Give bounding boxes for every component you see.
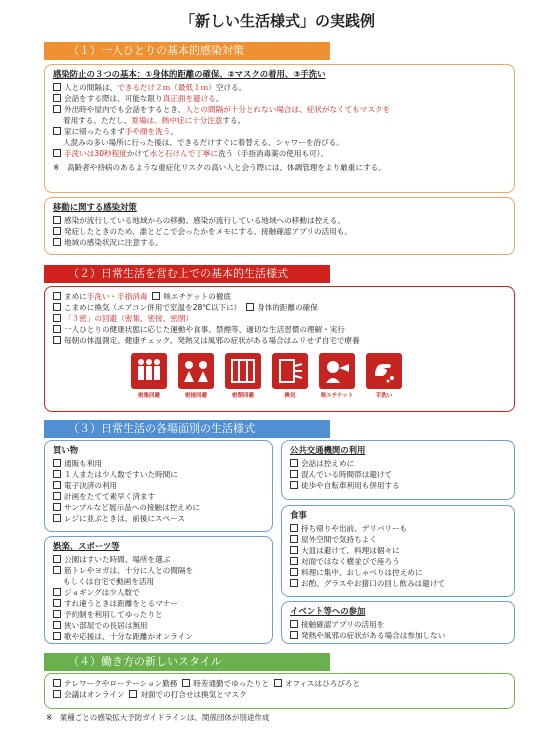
checkbox-icon <box>53 459 61 467</box>
list-item: 着用する。ただし、夏場は、熱中症に十分注意する。 <box>63 116 246 125</box>
list-item: 手洗いは30秒程度かけて水と石けんで丁寧に洗う（手指消毒薬の使用も可）。 <box>53 148 506 159</box>
checkbox-icon <box>53 149 61 157</box>
list-item: 会話は控えめに <box>290 458 506 469</box>
closed-space-avoid-icon: 密閉回避 <box>224 353 262 399</box>
list-item: 持ち帰りや出前、デリバリーも <box>290 523 506 534</box>
transit-heading: 公共交通機関の利用 <box>290 445 366 455</box>
list-item: 屋外空間で気持ちよく <box>290 534 506 545</box>
pictogram-row <box>130 353 403 399</box>
cough-etiquette-icon: 咳エチケット <box>318 353 356 399</box>
checkbox-icon <box>53 621 61 629</box>
checkbox-icon <box>53 610 61 618</box>
checkbox-icon <box>53 492 61 500</box>
list-item: 発熱や風邪の症状がある場合は参加しない <box>290 630 506 641</box>
list-item: 大皿は避けて、料理は個々に <box>290 545 506 556</box>
list-item: テレワークやローテーション勤務 時差通勤でゆったりと オフィスはひろびろと <box>53 678 506 689</box>
checkbox-icon <box>290 535 298 543</box>
meal-box <box>281 505 515 597</box>
ventilation-icon: 換気 <box>271 353 309 399</box>
checkbox-icon <box>53 238 61 246</box>
checkbox-icon <box>290 631 298 639</box>
list-item: 「３密」の回避（密集、密接、密閉） <box>53 313 506 324</box>
checkbox-icon <box>129 690 137 698</box>
basic-measures-heading: 感染防止の３つの基本：①身体的距離の確保、②マスクの着用、③手洗い <box>53 69 326 79</box>
checkbox-icon <box>290 620 298 628</box>
checkbox-icon <box>53 303 61 311</box>
checkbox-icon <box>290 546 298 554</box>
list-item: 家に帰ったらまず手や顔を洗う。 <box>53 126 506 137</box>
events-heading: イベント等への参加 <box>290 606 366 616</box>
basic-measures-box <box>44 64 515 193</box>
list-item: 接触確認アプリの活用を <box>290 619 506 630</box>
list-item: 計画をたてて素早く済ます <box>53 491 264 502</box>
checkbox-icon <box>53 325 61 333</box>
section2-header: （２）日常生活を営む上での基本的生活様式 <box>44 265 330 283</box>
checkbox-icon <box>53 555 61 563</box>
checkbox-icon <box>53 216 61 224</box>
list-item: 予約制を利用してゆったりと <box>53 609 264 620</box>
section4-header: （４）働き方の新しいスタイル <box>44 653 330 671</box>
checkbox-icon <box>290 579 298 587</box>
list-item: 徒歩や自転車利用も併用する <box>290 480 506 491</box>
list-item: 人混みの多い場所に行った後は、できるだけすぐに着替える、シャワーを浴びる。 <box>63 138 344 147</box>
checkbox-icon <box>53 632 61 640</box>
list-item: こまめに換気（エアコン併用で室温を28℃以下に） 身体的距離の確保 <box>53 302 506 313</box>
list-item: もしくは自宅で動画を活用 <box>63 577 155 586</box>
list-item: 発症したときのため、誰とどこで会ったかをメモにする。接触確認アプリの活用も。 <box>53 226 506 237</box>
checkbox-icon <box>53 481 61 489</box>
checkbox-icon <box>53 292 61 300</box>
list-item: 一人ひとりの健康状態に応じた運動や食事、禁煙等、適切な生活習慣の理解・実行 <box>53 324 506 335</box>
note-line: ※ 高齢者や持病のあるような重症化リスクの高い人と会う際には、体調管理をより厳重にする。 <box>53 163 386 172</box>
footnote: ※ 業種ごとの感染拡大予防ガイドラインは、関係団体が別途作成 <box>46 713 270 722</box>
list-item: 歌や応援は、十分な距離かオンライン <box>53 631 264 642</box>
checkbox-icon <box>53 690 61 698</box>
checkbox-icon <box>53 94 61 102</box>
checkbox-icon <box>53 588 61 596</box>
list-item: お酌、グラスやお猪口の回し飲みは避けて <box>290 578 506 589</box>
list-item: 人との間隔は、できるだけ２ｍ（最低１ｍ）空ける。 <box>53 82 506 93</box>
close-contact-avoid-icon: 密接回避 <box>177 353 215 399</box>
list-item: 混んでいる時間帯は避けて <box>290 469 506 480</box>
checkbox-icon <box>53 503 61 511</box>
list-item: 料理に集中、おしゃべりは控えめに <box>290 567 506 578</box>
list-item: 地域の感染状況に注意する。 <box>53 237 506 248</box>
checkbox-icon <box>290 557 298 565</box>
checkbox-icon <box>53 227 61 235</box>
list-item: 狭い部屋での長居は無用 <box>53 620 264 631</box>
checkbox-icon <box>182 679 190 687</box>
shopping-box <box>44 440 273 532</box>
checkbox-icon <box>53 127 61 135</box>
events-box <box>281 601 515 644</box>
list-item: 会議はオンライン 対面での打合せは換気とマスク <box>53 689 506 700</box>
list-item: 公園はすいた時間、場所を選ぶ <box>53 554 264 565</box>
list-item: ジョギングは少人数で <box>53 587 264 598</box>
page-title: 「新しい生活様式」の実践例 <box>179 12 375 30</box>
workstyle-box <box>44 673 515 709</box>
checkbox-icon <box>53 83 61 91</box>
list-item: 筋トレやヨガは、十分に人との間隔を <box>53 565 264 576</box>
shopping-heading: 買い物 <box>53 445 79 455</box>
checkbox-icon <box>53 566 61 574</box>
crowd-avoid-icon: 密集回避 <box>130 353 168 399</box>
list-item: レジに並ぶときは、前後にスペース <box>53 513 264 524</box>
list-item: すれ違うときは距離をとるマナー <box>53 598 264 609</box>
list-item: 通販も利用 <box>53 458 264 469</box>
section3-header: （３）日常生活の各場面別の生活様式 <box>44 420 330 438</box>
section1-header: （１）一人ひとりの基本的感染対策 <box>44 42 330 60</box>
list-item: 会話をする際は、可能な限り真正面を避ける。 <box>53 93 506 104</box>
checkbox-icon <box>274 679 282 687</box>
checkbox-icon <box>53 470 61 478</box>
transit-box <box>281 440 515 500</box>
list-item: 外出時や屋内でも会話をするとき、人との間隔が十分とれない場合は、症状がなくてもマスクを <box>53 104 506 115</box>
list-item: １人または少人数ですいた時間に <box>53 469 264 480</box>
leisure-box <box>44 536 273 644</box>
list-item: 感染が流行している地域からの移動、感染が流行している地域への移動は控える。 <box>53 215 506 226</box>
checkbox-icon <box>246 303 254 311</box>
checkbox-icon <box>290 470 298 478</box>
checkbox-icon <box>53 105 61 113</box>
checkbox-icon <box>53 336 61 344</box>
checkbox-icon <box>53 679 61 687</box>
list-item: サンプルなど展示品への接触は控えめに <box>53 502 264 513</box>
checkbox-icon <box>152 292 160 300</box>
travel-measures-heading: 移動に関する感染対策 <box>53 202 137 212</box>
leisure-heading: 娯楽、スポーツ等 <box>53 541 120 551</box>
handwashing-icon: 手洗い <box>365 353 403 399</box>
checkbox-icon <box>290 481 298 489</box>
list-item: 対面ではなく横並びで座ろう <box>290 556 506 567</box>
checkbox-icon <box>53 314 61 322</box>
list-item: まめに手洗い・手指消毒 咳エチケットの徹底 <box>53 291 506 302</box>
meal-heading: 食事 <box>290 510 307 520</box>
checkbox-icon <box>290 524 298 532</box>
checkbox-icon <box>290 459 298 467</box>
checkbox-icon <box>290 568 298 576</box>
travel-measures-box <box>44 197 515 255</box>
checkbox-icon <box>53 514 61 522</box>
checkbox-icon <box>53 599 61 607</box>
list-item: 毎朝の体温測定、健康チェック。発熱又は風邪の症状がある場合はムリせず自宅で療養 <box>53 335 506 346</box>
list-item: 電子決済の利用 <box>53 480 264 491</box>
